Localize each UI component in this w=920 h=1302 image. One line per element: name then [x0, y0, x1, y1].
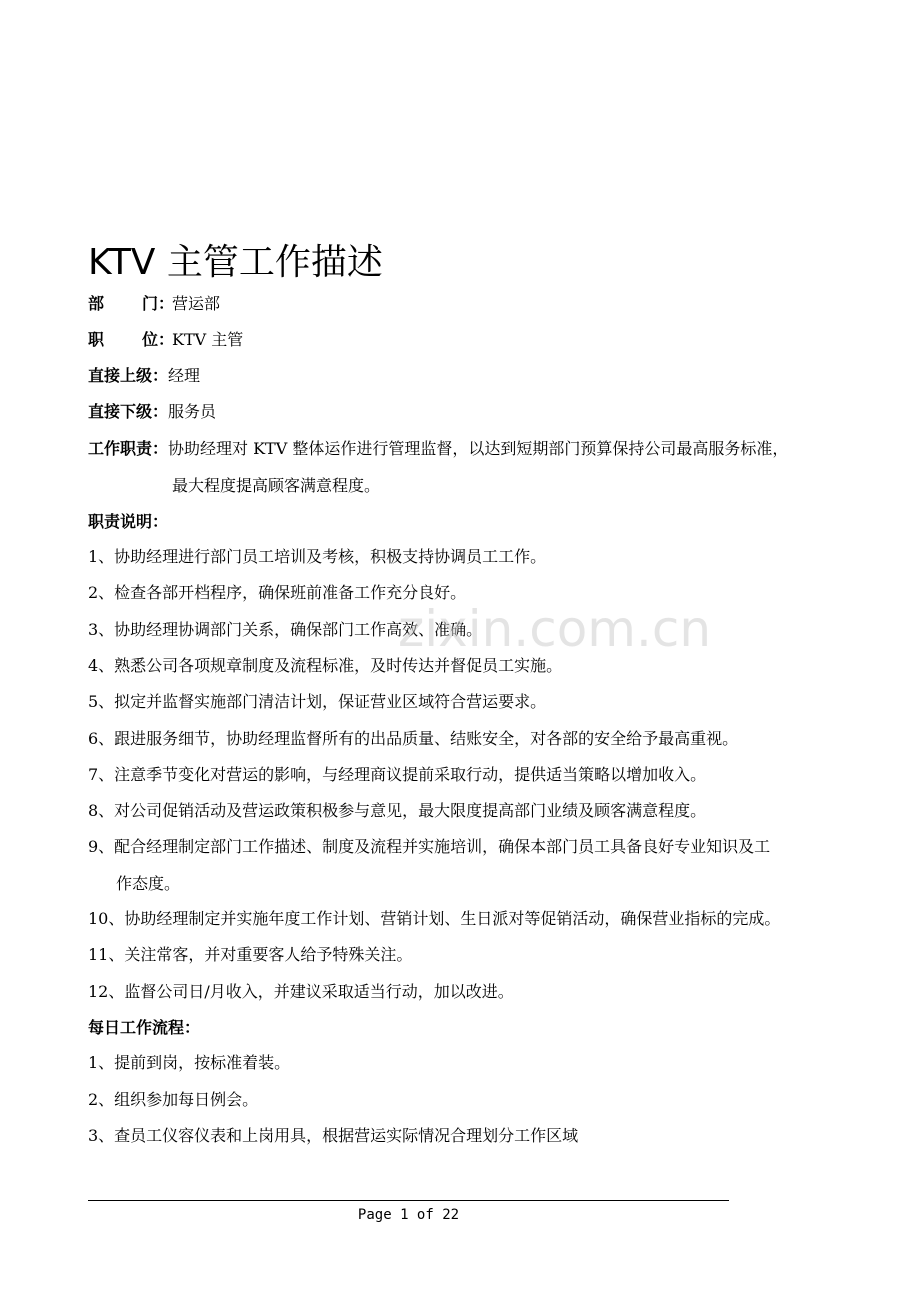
field-duty — [88, 439, 788, 459]
duty-item: 7、注意季节变化对营运的影响，与经理商议提前采取行动，提供适当策略以增加收入。 — [88, 765, 707, 784]
department-label-a: 部 — [88, 294, 105, 313]
field-department — [88, 294, 220, 314]
duty-item: 12、监督公司日/月收入，并建议采取适当行动，加以改进。 — [88, 982, 514, 1001]
duty-label: 工作职责： — [88, 439, 169, 458]
position-value: KTV 主管 — [172, 330, 244, 349]
duty-item-continuation: 作态度。 — [116, 874, 181, 893]
duty-item: 3、协助经理协调部门关系，确保部门工作高效、准确。 — [88, 620, 483, 639]
department-value: 营运部 — [172, 294, 221, 313]
watermark: zixin.com.cn — [398, 600, 712, 658]
daily-item: 3、查员工仪容仪表和上岗用具，根据营运实际情况合理划分工作区域 — [88, 1126, 579, 1145]
duty-item: 6、跟进服务细节，协助经理监督所有的出品质量、结账安全，对各部的安全给予最高重视。 — [88, 729, 739, 748]
daily-item: 2、组织参加每日例会。 — [88, 1090, 259, 1109]
field-subordinate — [88, 402, 216, 422]
superior-value: 经理 — [168, 366, 201, 385]
duty-item: 9、配合经理制定部门工作描述、制度及流程并实施培训，确保本部门员工具备良好专业知识及工 — [88, 837, 771, 856]
field-superior — [88, 366, 200, 386]
duty-item: 1、协助经理进行部门员工培训及考核，积极支持协调员工工作。 — [88, 547, 547, 566]
duty-line-1: 协助经理对 KTV 整体运作进行管理监督，以达到短期部门预算保持公司最高服务标准， — [168, 439, 789, 458]
subordinate-label: 直接下级： — [88, 402, 169, 421]
duty-item: 2、检查各部开档程序，确保班前准备工作充分良好。 — [88, 583, 467, 602]
daily-heading: 每日工作流程： — [88, 1018, 201, 1037]
subordinate-value: 服务员 — [168, 402, 217, 421]
page-number: Page 1 of 22 — [357, 1207, 460, 1223]
duty-item: 10、协助经理制定并实施年度工作计划、营销计划、生日派对等促销活动，确保营业指标的完成。 — [88, 909, 781, 928]
duty-item: 4、熟悉公司各项规章制度及流程标准，及时传达并督促员工实施。 — [88, 656, 563, 675]
position-label-b: 位： — [142, 330, 175, 349]
duty-line-2: 最大程度提高顾客满意程度。 — [172, 476, 381, 495]
duty-item: 8、对公司促销活动及营运政策积极参与意见，最大限度提高部门业绩及顾客满意程度。 — [88, 801, 707, 820]
duties-heading: 职责说明： — [88, 512, 169, 531]
footer-divider — [88, 1200, 729, 1201]
field-position — [88, 330, 243, 350]
duty-item: 5、拟定并监督实施部门清洁计划，保证营业区域符合营运要求。 — [88, 692, 547, 711]
duty-item: 11、关注常客，并对重要客人给予特殊关注。 — [88, 945, 413, 964]
position-label-a: 职 — [88, 330, 105, 349]
daily-item: 1、提前到岗，按标准着装。 — [88, 1053, 291, 1072]
superior-label: 直接上级： — [88, 366, 169, 385]
department-label-b: 门： — [142, 294, 175, 313]
document-title: KTV 主管工作描述 — [88, 242, 383, 283]
